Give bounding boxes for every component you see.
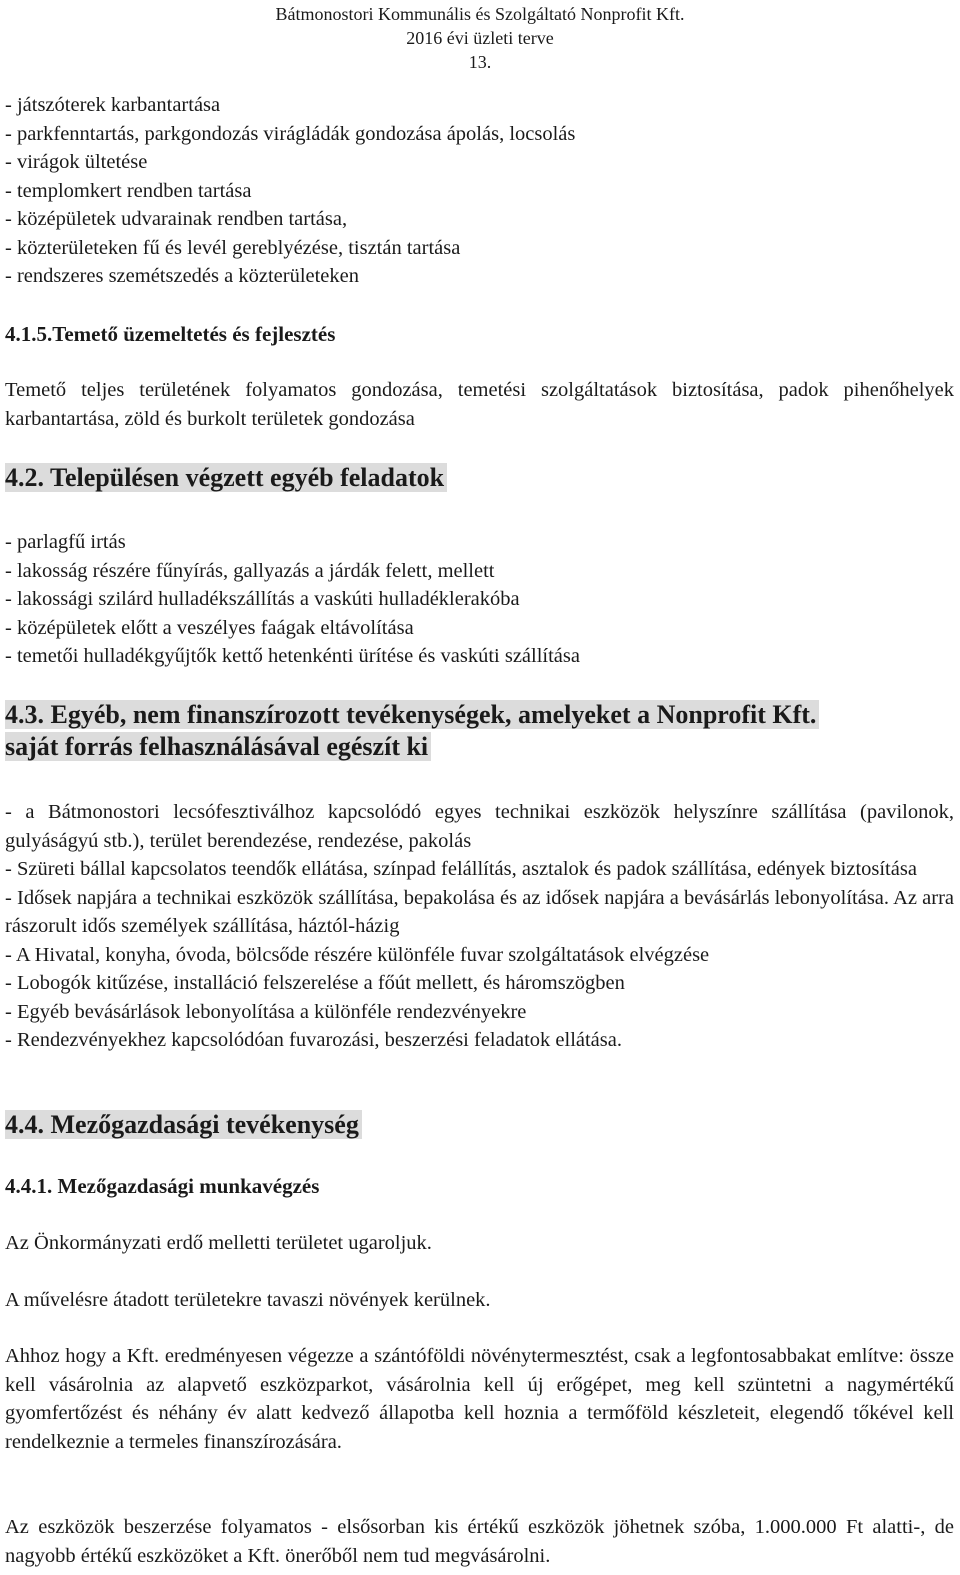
page-header <box>230 2 730 74</box>
list-item: - templomkert rendben tartása <box>5 179 252 202</box>
section-heading-4-3 <box>5 699 954 763</box>
section-heading-4-1-5: 4.1.5.Temető üzemeltetés és fejlesztés <box>5 322 336 346</box>
paragraph: A művelésre átadott területekre tavaszi növények kerülnek. <box>5 1289 491 1311</box>
paragraph: Ahhoz hogy a Kft. eredményesen végezze a szántóföldi növénytermesztést, csak a legfontosabbakat említve: össze kell vásárolnia az alapvető eszközparkot, vásárolnia kell új erőgépet, meg kell szüntetni a nagymértékű gyomfertőzést és néhány év alatt kedvező állapotba kell hoznia a termőföld készleteit, elegendő tőkével kell rendelkeznie a termeles finanszírozására. <box>5 1345 954 1453</box>
paragraph: Az Önkormányzati erdő melletti területet ugaroljuk. <box>5 1232 432 1254</box>
list-item: - parlagfű irtás <box>5 531 126 553</box>
section-heading-4-3-line2: saját forrás felhasználásával egészít ki <box>5 732 431 761</box>
list-item: - temetői hulladékgyűjtők kettő hetenkénti ürítése és vaskúti szállítása <box>5 645 580 667</box>
list-item: - lakosság részére fűnyírás, gallyazás a járdák felett, mellett <box>5 559 495 582</box>
list-item: - Egyéb bevásárlások lebonyolítása a különféle rendezvényekre <box>5 1000 527 1023</box>
list-item: - lakossági szilárd hulladékszállítás a vaskúti hulladéklerakóba <box>5 588 520 610</box>
list-item: - középületek előtt a veszélyes faágak eltávolítása <box>5 616 414 639</box>
list-item: - Idősek napjára a technikai eszközök szállítása, bepakolása és az idősek napjára a bevásárlás lebonyolítása. Az arra rászorult idős személyek szállítása, háztól-házig <box>5 886 954 937</box>
list-item: - a Bátmonostori lecsófesztiválhoz kapcsolódó egyes technikai eszközök helyszínre szállítása (pavilonok, gulyáságyú stb.), terület berendezése, rendezése, pakolás <box>5 801 954 852</box>
list-item: - parkfenntartás, parkgondozás virágládák gondozása ápolás, locsolás <box>5 122 576 145</box>
section-heading-4-4-1: 4.4.1. Mezőgazdasági munkavégzés <box>5 1174 320 1198</box>
list-item: - virágok ültetése <box>5 151 148 173</box>
maintenance-list <box>5 91 954 291</box>
section-heading-4-3-line1: 4.3. Egyéb, nem finanszírozott tevékenységek, amelyeket a Nonprofit Kft. <box>5 700 819 729</box>
header-report-title: 2016 évi üzleti terve <box>406 28 554 48</box>
list-item: - Szüreti bállal kapcsolatos teendők ellátása, színpad felállítás, asztalok és padok szállítása, edények biztosítása <box>5 858 917 880</box>
section-heading-4-2-text: 4.2. Településen végzett egyéb feladatok <box>5 463 447 492</box>
section-heading-4-4 <box>5 1109 954 1141</box>
page-number: 13. <box>468 52 492 72</box>
list-item: - közterületeken fű és levél gereblyézése, tisztán tartása <box>5 236 461 259</box>
list-item: - középületek udvarainak rendben tartása, <box>5 208 348 230</box>
section-heading-4-2 <box>5 462 954 494</box>
paragraph: Az eszközök beszerzése folyamatos - elsősorban kis értékű eszközök jöhetnek szóba, 1.000.000 Ft alatti-, de nagyobb értékű eszközöket a Kft. önerőből nem tud megvásárolni. <box>5 1516 954 1567</box>
header-company: Bátmonostori Kommunális és Szolgáltató Nonprofit Kft. <box>275 4 685 24</box>
section-heading-4-4-text: 4.4. Mezőgazdasági tevékenység <box>5 1110 362 1139</box>
settlement-tasks-list <box>5 528 954 671</box>
list-item: - rendszeres szemétszedés a közterületeken <box>5 265 360 287</box>
list-item: - játszóterek karbantartása <box>5 94 221 116</box>
list-item: - Lobogók kitűzése, installáció felszerelése a főút mellett, és háromszögben <box>5 972 625 994</box>
list-item: - Rendezvényekhez kapcsolódóan fuvarozási, beszerzési feladatok ellátása. <box>5 1029 622 1051</box>
cemetery-paragraph: Temető teljes területének folyamatos gondozása, temetési szolgáltatások biztosítása, padok pihenőhelyek karbantartása, zöld és burkolt területek gondozása <box>5 379 954 430</box>
list-item: - A Hivatal, konyha, óvoda, bölcsőde részére különféle fuvar szolgáltatások elvégzése <box>5 943 710 966</box>
unfunded-activities-list <box>5 798 954 1055</box>
